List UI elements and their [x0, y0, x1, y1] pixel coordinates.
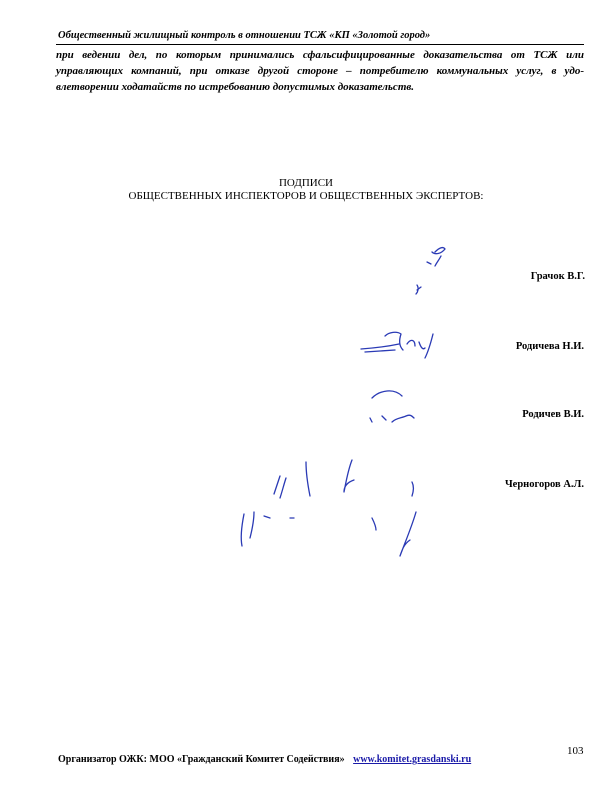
page-footer [58, 754, 471, 765]
signature-rodicheva [355, 322, 450, 362]
page-number: 103 [567, 745, 584, 757]
body-paragraph [56, 47, 584, 95]
running-header: Общественный жилищный контроль в отношении ТСЖ «КП «Золотой город» [58, 30, 431, 41]
signatures-title: ПОДПИСИ [278, 177, 333, 189]
signer-name: Черногоров А.Л. [504, 479, 584, 490]
footer-website-link[interactable]: www.komitet.grasdanski.ru [353, 754, 472, 765]
signer-name: Грачок В.Г. [530, 271, 585, 282]
footer-organizer: Организатор ОЖК: МОО «Гражданский Комитет Содействия» [58, 754, 345, 765]
body-line: управляющих компаний, при отказе другой стороне – потребителю коммунальных услуг, в удо- [56, 65, 584, 77]
header-rule [56, 44, 584, 45]
signature-rodichev [362, 386, 422, 430]
body-line: при ведении дел, по которым принимались сфальсифицированные доказательства от ТСЖ или [56, 49, 584, 61]
signer-name: Родичев В.И. [522, 409, 584, 420]
signature-grachok [405, 240, 455, 302]
signer-name: Родичева Н.И. [515, 341, 584, 352]
signature-chernogorov [236, 456, 446, 576]
signatures-subtitle: ОБЩЕСТВЕННЫХ ИНСПЕКТОРОВ И ОБЩЕСТВЕННЫХ ЭКСПЕРТОВ: [128, 190, 484, 202]
body-line: влетворении ходатайств по истребованию допустимых доказательств. [56, 81, 415, 93]
